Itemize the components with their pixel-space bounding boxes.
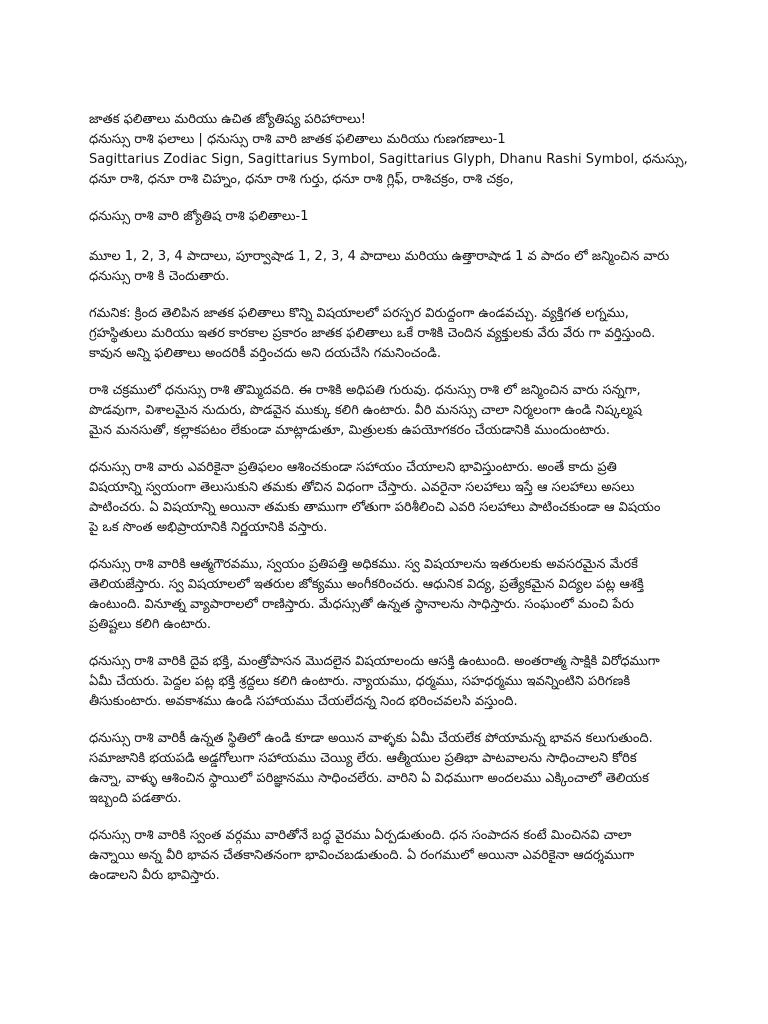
paragraph-line: కావున అన్ని ఫలితాలు అందరికీ వర్తించదు అని దయచేసి గమనించండి.: [89, 346, 442, 361]
paragraph-line: ప్రతిష్టలు కలిగి ఉంటారు.: [89, 617, 212, 632]
paragraph-line: ధనుస్సు రాశి వారికి దైవ భక్తి, మంత్రోపాసన మొదలైన విషయాలందు ఆసక్తి ఉంటుంది. అంతరాత్మ సాక్షికి విరోధముగా: [89, 654, 660, 669]
paragraph-6: [89, 652, 689, 712]
header-keywords-line-1: Sagittarius Zodiac Sign, Sagittarius Symbol, Sagittarius Glyph, Dhanu Rashi Symbol, ధనుస్సు,: [89, 152, 688, 167]
paragraph-4: [89, 458, 689, 538]
document-header: [89, 110, 689, 190]
paragraph-line: పై ఒక సొంత అభిప్రాయానికి నిర్ణయానికి వస్తారు.: [89, 520, 328, 535]
header-subtitle-line: ధనుస్సు రాశి ఫలాలు | ధనుస్సు రాశి వారి జాతక ఫలితాలు మరియు గుణగణాలు-1: [89, 132, 506, 147]
paragraph-line: ఇబ్బంది పడతారు.: [89, 791, 182, 806]
paragraph-line: ఉంటుంది. వినూత్న వ్యాపారాలలో రాణిస్తారు. మేధస్సుతో ఉన్నత స్థానాలను సాధిస్తారు. సంఘంలో మంచి పేరు: [89, 597, 634, 612]
paragraph-8: [89, 826, 689, 886]
paragraph-line: ఏమీ చేయరు. పెద్దల పట్ల భక్తి శ్రద్దలు కలిగి ఉంటారు. న్యాయము, ధర్మము, సహధర్మము ఇవన్నింటిని పరిగణకి: [89, 674, 631, 689]
paragraph-line: పాటించరు. ఏ విషయాన్ని అయినా తమకు తాముగా లోతుగా పరిశీలించి ఎవరి సలహాలు పాటించకుండా ఆ విషయం: [89, 500, 661, 515]
paragraph-line: ధనుస్సు రాశి వారికీ ఉన్నత స్థితిలో ఉండి కూడా అయిన వాళ్ళకు ఏమీ చేయలేక పోయామన్న భావన కలుగుతుంది.: [89, 731, 653, 746]
paragraph-line: తీసుకుంటారు. అవకాశము ఉండి సహాయము చేయలేదన్న నింద భరించవలసి వస్తుంది.: [89, 694, 518, 709]
section-title: ధనుస్సు రాశి వారి జ్యోతిష రాశి ఫలితాలు-1: [89, 209, 309, 224]
paragraph-2: [89, 304, 689, 364]
header-keywords-line-2: ధనూ రాశి, ధనూ రాశి చిహ్నం, ధనూ రాశి గుర్తు, ధనూ రాశి గ్లిఫ్, రాశిచక్రం, రాశి చక్రం,: [89, 172, 514, 187]
section-title-block: [89, 207, 689, 227]
paragraph-line: గమనిక: క్రింద తెలిపిన జాతక ఫలితాలు కొన్ని విషయాలలో పరస్పర విరుద్దంగా ఉండవచ్చు. వ్యక్తిగత లగ్నము,: [89, 306, 629, 321]
paragraph-line: విషయాన్ని స్వయంగా తెలుసుకుని తమకు తోచిన విధంగా చేస్తారు. ఎవరైనా సలహాలు ఇస్తే ఆ సలహాలు అసలు: [89, 480, 635, 495]
paragraph-line: మూల 1, 2, 3, 4 పాదాలు, పూర్వాషాడ 1, 2, 3, 4 పాదాలు మరియు ఉత్తారాషాడ 1 వ పాదం లో జన్మించిన వారు: [89, 249, 670, 264]
paragraph-line: ఉన్నా, వాళ్ళు ఆశించిన స్థాయిలో పరిజ్ఞానము సాధించలేరు. వారిని ఏ విధముగా అందలము ఎక్కించాలో తెలియక: [89, 771, 649, 786]
paragraph-line: గ్రహస్థితులు మరియు ఇతర కారకాల ప్రకారం జాతక ఫలితాలు ఒకే రాశికి చెందిన వ్యక్తులకు వేరు వేరు గా వర్తిస్తుంది.: [89, 326, 656, 341]
paragraph-line: ధనుస్సు రాశి వారికి స్వంత వర్గము వారితోనే బద్ధ వైరము ఏర్పడుతుంది. ధన సంపాదన కంటే మించినవి చాలా: [89, 828, 632, 843]
paragraph-line: ధనుస్సు రాశి కి చెందుతారు.: [89, 269, 230, 284]
paragraph-line: ఉండాలని వీరు భావిస్తారు.: [89, 868, 220, 883]
document-content: [89, 110, 689, 903]
paragraph-line: తెలియజేస్తారు. స్వ విషయాలలో ఇతరుల జోక్యము అంగీకరించరు. ఆధునిక విద్య, ప్రత్యేకమైన విద్యల పట్ల ఆశక్తి: [89, 577, 644, 592]
paragraph-line: ధనుస్సు రాశి వారు ఎవరికైనా ప్రతిఫలం ఆశించకుండా సహాయం చేయాలని భావిస్తుంటారు. అంతే కాదు ప్రతి: [89, 460, 617, 475]
paragraph-3: [89, 381, 689, 441]
paragraph-line: ధనుస్సు రాశి వారికి ఆత్మగౌరవము, స్వయం ప్రతిపత్తి అధికము. స్వ విషయాలను ఇతరులకు అవసరమైన మేరకే: [89, 557, 638, 572]
paragraph-5: [89, 555, 689, 635]
paragraph-line: ఉన్నాయి అన్న వీరి భావన చేతకానితనంగా భావించబడుతుంది. ఏ రంగములో అయినా ఎవరికైనా ఆదర్శముగా: [89, 848, 635, 863]
header-title-line: జాతక ఫలితాలు మరియు ఉచిత జ్యోతిష్య పరిహారాలు!: [89, 112, 366, 127]
paragraph-7: [89, 729, 689, 809]
paragraph-line: రాశి చక్రములో ధనుస్సు రాశి తొమ్మిదవది. ఈ రాశికి అధిపతి గురువు. ధనుస్సు రాశి లో జన్మించిన వారు సన్నగా,: [89, 383, 641, 398]
paragraph-1: [89, 247, 689, 287]
paragraph-line: సమాజానికి భయపడి అడ్డగోలుగా సహాయము చెయ్యి లేరు. ఆత్మీయుల ప్రతిభా పాటవాలను సాధించాలని కోరిక: [89, 751, 637, 766]
paragraph-line: పొడవుగా, విశాలమైన నుదురు, పొడవైన ముక్కు కలిగి ఉంటారు. వీరి మనస్సు చాలా నిర్మలంగా ఉండి నిష్కల్మష: [89, 403, 642, 418]
paragraph-line: మైన మనసుతో, కల్లాకపటం లేకుండా మాట్లాడుతూ, మిత్రులకు ఉపయోగకరం చేయడానికి ముందుంటారు.: [89, 423, 611, 438]
